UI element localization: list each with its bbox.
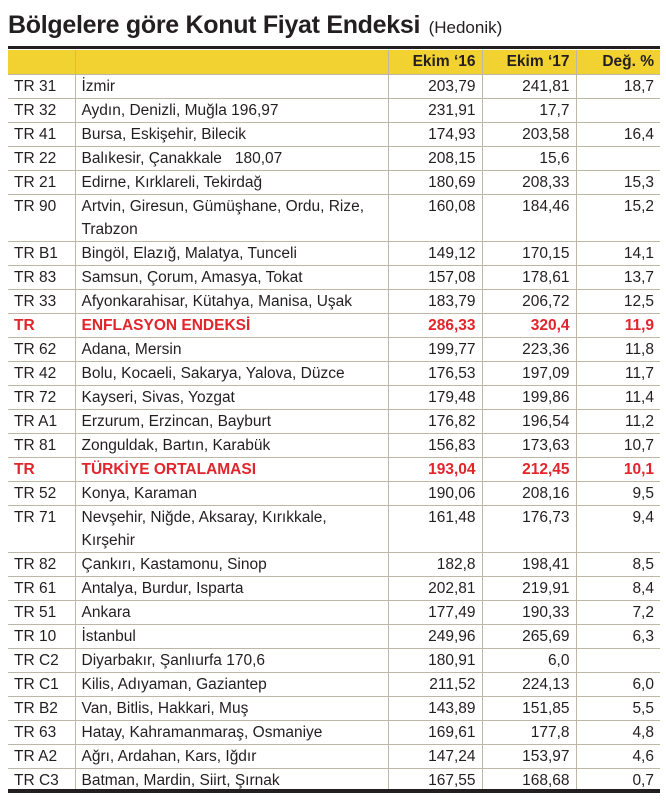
region-code: TR A2 xyxy=(8,745,75,769)
value-ekim-17: 224,13 xyxy=(482,673,576,697)
value-ekim-16: 180,69 xyxy=(388,171,482,195)
table-row xyxy=(8,386,660,410)
region-name: Afyonkarahisar, Kütahya, Manisa, Uşak xyxy=(75,290,388,314)
value-ekim-17: 170,15 xyxy=(482,242,576,266)
table-row xyxy=(8,553,660,577)
table-row xyxy=(8,506,660,553)
value-change: 10,1 xyxy=(576,458,660,482)
value-ekim-17: 320,4 xyxy=(482,314,576,338)
header-code xyxy=(8,50,75,75)
value-ekim-17: 212,45 xyxy=(482,458,576,482)
value-ekim-17: 208,16 xyxy=(482,482,576,506)
region-code: TR 63 xyxy=(8,721,75,745)
table-row xyxy=(8,482,660,506)
page-subtitle: (Hedonik) xyxy=(428,18,503,37)
region-name: Bingöl, Elazığ, Malatya, Tunceli xyxy=(75,242,388,266)
value-change: 6,3 xyxy=(576,625,660,649)
region-name: Çankırı, Kastamonu, Sinop xyxy=(75,553,388,577)
table-row xyxy=(8,577,660,601)
region-name: Konya, Karaman xyxy=(75,482,388,506)
value-change: 8,5 xyxy=(576,553,660,577)
header-region xyxy=(75,50,388,75)
value-ekim-16: 176,82 xyxy=(388,410,482,434)
value-ekim-16: 199,77 xyxy=(388,338,482,362)
region-name: İzmir xyxy=(75,75,388,99)
value-ekim-16: 211,52 xyxy=(388,673,482,697)
region-name: Ağrı, Ardahan, Kars, Iğdır xyxy=(75,745,388,769)
value-change: 11,4 xyxy=(576,386,660,410)
value-ekim-16: 177,49 xyxy=(388,601,482,625)
region-code: TR 51 xyxy=(8,601,75,625)
region-name: Van, Bitlis, Hakkari, Muş xyxy=(75,697,388,721)
title-block xyxy=(8,8,502,42)
value-ekim-17: 208,33 xyxy=(482,171,576,195)
value-change: 15,2 xyxy=(576,195,660,242)
region-name: Kilis, Adıyaman, Gaziantep xyxy=(75,673,388,697)
region-code: TR 83 xyxy=(8,266,75,290)
value-ekim-17: 178,61 xyxy=(482,266,576,290)
price-index-table xyxy=(8,50,660,793)
region-code: TR C1 xyxy=(8,673,75,697)
table-row xyxy=(8,99,660,123)
table-row xyxy=(8,123,660,147)
region-code: TR xyxy=(8,458,75,482)
value-ekim-16: 190,06 xyxy=(388,482,482,506)
value-change: 4,8 xyxy=(576,721,660,745)
table-row-turkey-average xyxy=(8,458,660,482)
region-name: İstanbul xyxy=(75,625,388,649)
region-name: Hatay, Kahramanmaraş, Osmaniye xyxy=(75,721,388,745)
value-ekim-17: 177,8 xyxy=(482,721,576,745)
table-row xyxy=(8,290,660,314)
value-ekim-17: 168,68 xyxy=(482,769,576,793)
table-row xyxy=(8,410,660,434)
top-rule xyxy=(8,46,660,49)
region-code: TR 32 xyxy=(8,99,75,123)
table-row xyxy=(8,721,660,745)
value-ekim-17: 219,91 xyxy=(482,577,576,601)
region-code: TR C3 xyxy=(8,769,75,793)
region-name: Erzurum, Erzincan, Bayburt xyxy=(75,410,388,434)
table-row-inflation-index xyxy=(8,314,660,338)
region-code: TR C2 xyxy=(8,649,75,673)
table-row xyxy=(8,362,660,386)
region-code: TR B1 xyxy=(8,242,75,266)
value-ekim-17: 153,97 xyxy=(482,745,576,769)
value-ekim-17: 206,72 xyxy=(482,290,576,314)
value-change xyxy=(576,147,660,171)
region-name: Balıkesir, Çanakkale 180,07 xyxy=(75,147,388,171)
value-ekim-16: 176,53 xyxy=(388,362,482,386)
region-name: Zonguldak, Bartın, Karabük xyxy=(75,434,388,458)
value-change: 5,5 xyxy=(576,697,660,721)
region-name: Nevşehir, Niğde, Aksaray, Kırıkkale, Kırşehir xyxy=(75,506,388,553)
value-ekim-17: 265,69 xyxy=(482,625,576,649)
value-ekim-16: 249,96 xyxy=(388,625,482,649)
table-row xyxy=(8,242,660,266)
value-ekim-16: 157,08 xyxy=(388,266,482,290)
value-ekim-16: 202,81 xyxy=(388,577,482,601)
region-name: Antalya, Burdur, Isparta xyxy=(75,577,388,601)
value-change: 11,8 xyxy=(576,338,660,362)
value-ekim-16: 179,48 xyxy=(388,386,482,410)
table-row xyxy=(8,601,660,625)
value-change: 0,7 xyxy=(576,769,660,793)
value-ekim-17: 184,46 xyxy=(482,195,576,242)
value-ekim-17: 17,7 xyxy=(482,99,576,123)
header-change: Değ. % xyxy=(576,50,660,75)
value-ekim-17: 197,09 xyxy=(482,362,576,386)
region-code: TR 52 xyxy=(8,482,75,506)
table-row xyxy=(8,147,660,171)
table-header-row xyxy=(8,50,660,75)
region-code: TR 10 xyxy=(8,625,75,649)
value-change: 16,4 xyxy=(576,123,660,147)
region-code: TR 82 xyxy=(8,553,75,577)
value-change xyxy=(576,649,660,673)
value-ekim-16: 156,83 xyxy=(388,434,482,458)
value-ekim-16: 161,48 xyxy=(388,506,482,553)
value-ekim-16: 174,93 xyxy=(388,123,482,147)
value-ekim-17: 199,86 xyxy=(482,386,576,410)
region-code: TR 71 xyxy=(8,506,75,553)
region-name: Samsun, Çorum, Amasya, Tokat xyxy=(75,266,388,290)
table-row xyxy=(8,266,660,290)
table-row xyxy=(8,673,660,697)
region-name: Batman, Mardin, Siirt, Şırnak xyxy=(75,769,388,793)
table-row xyxy=(8,697,660,721)
value-change: 9,4 xyxy=(576,506,660,553)
value-change: 4,6 xyxy=(576,745,660,769)
region-code: TR B2 xyxy=(8,697,75,721)
region-name: TÜRKİYE ORTALAMASI xyxy=(75,458,388,482)
value-ekim-16: 180,91 xyxy=(388,649,482,673)
value-change: 6,0 xyxy=(576,673,660,697)
region-code: TR 42 xyxy=(8,362,75,386)
value-ekim-16: 182,8 xyxy=(388,553,482,577)
value-change: 9,5 xyxy=(576,482,660,506)
region-code: TR 41 xyxy=(8,123,75,147)
value-ekim-17: 176,73 xyxy=(482,506,576,553)
value-ekim-16: 149,12 xyxy=(388,242,482,266)
value-ekim-16: 143,89 xyxy=(388,697,482,721)
value-ekim-17: 15,6 xyxy=(482,147,576,171)
value-ekim-16: 167,55 xyxy=(388,769,482,793)
region-name: Bolu, Kocaeli, Sakarya, Yalova, Düzce xyxy=(75,362,388,386)
value-ekim-16: 286,33 xyxy=(388,314,482,338)
value-change: 12,5 xyxy=(576,290,660,314)
value-change: 18,7 xyxy=(576,75,660,99)
region-name: Diyarbakır, Şanlıurfa 170,6 xyxy=(75,649,388,673)
region-code: TR 33 xyxy=(8,290,75,314)
value-change: 8,4 xyxy=(576,577,660,601)
table-row xyxy=(8,625,660,649)
value-ekim-16: 193,04 xyxy=(388,458,482,482)
value-change: 10,7 xyxy=(576,434,660,458)
table-row xyxy=(8,745,660,769)
region-name: Kayseri, Sivas, Yozgat xyxy=(75,386,388,410)
region-code: TR 31 xyxy=(8,75,75,99)
value-ekim-16: 208,15 xyxy=(388,147,482,171)
table-row xyxy=(8,171,660,195)
region-code: TR 22 xyxy=(8,147,75,171)
value-ekim-17: 198,41 xyxy=(482,553,576,577)
value-change: 7,2 xyxy=(576,601,660,625)
region-name: Aydın, Denizli, Muğla 196,97 xyxy=(75,99,388,123)
region-code: TR 61 xyxy=(8,577,75,601)
value-change: 13,7 xyxy=(576,266,660,290)
value-change: 15,3 xyxy=(576,171,660,195)
table-row xyxy=(8,649,660,673)
value-ekim-17: 151,85 xyxy=(482,697,576,721)
region-name: Artvin, Giresun, Gümüşhane, Ordu, Rize, Trabzon xyxy=(75,195,388,242)
value-ekim-16: 169,61 xyxy=(388,721,482,745)
page-title: Bölgelere göre Konut Fiyat Endeksi xyxy=(8,11,421,39)
region-name: Adana, Mersin xyxy=(75,338,388,362)
region-code: TR 81 xyxy=(8,434,75,458)
value-change: 11,2 xyxy=(576,410,660,434)
value-change: 14,1 xyxy=(576,242,660,266)
value-ekim-16: 160,08 xyxy=(388,195,482,242)
value-ekim-17: 203,58 xyxy=(482,123,576,147)
value-ekim-17: 190,33 xyxy=(482,601,576,625)
value-change: 11,9 xyxy=(576,314,660,338)
header-ekim-17: Ekim ‘17 xyxy=(482,50,576,75)
value-change: 11,7 xyxy=(576,362,660,386)
value-ekim-17: 241,81 xyxy=(482,75,576,99)
region-name: Ankara xyxy=(75,601,388,625)
header-ekim-16: Ekim ‘16 xyxy=(388,50,482,75)
value-ekim-17: 6,0 xyxy=(482,649,576,673)
table-row xyxy=(8,75,660,99)
region-name: ENFLASYON ENDEKSİ xyxy=(75,314,388,338)
region-code: TR 62 xyxy=(8,338,75,362)
region-name: Bursa, Eskişehir, Bilecik xyxy=(75,123,388,147)
value-ekim-16: 203,79 xyxy=(388,75,482,99)
value-ekim-16: 147,24 xyxy=(388,745,482,769)
value-change xyxy=(576,99,660,123)
value-ekim-16: 231,91 xyxy=(388,99,482,123)
bottom-rule xyxy=(8,789,660,793)
region-code: TR 72 xyxy=(8,386,75,410)
table-row xyxy=(8,195,660,242)
region-name: Edirne, Kırklareli, Tekirdağ xyxy=(75,171,388,195)
region-code: TR A1 xyxy=(8,410,75,434)
region-code: TR 21 xyxy=(8,171,75,195)
region-code: TR 90 xyxy=(8,195,75,242)
value-ekim-17: 223,36 xyxy=(482,338,576,362)
value-ekim-17: 196,54 xyxy=(482,410,576,434)
table-row xyxy=(8,338,660,362)
table-row xyxy=(8,434,660,458)
value-ekim-17: 173,63 xyxy=(482,434,576,458)
value-ekim-16: 183,79 xyxy=(388,290,482,314)
region-code: TR xyxy=(8,314,75,338)
